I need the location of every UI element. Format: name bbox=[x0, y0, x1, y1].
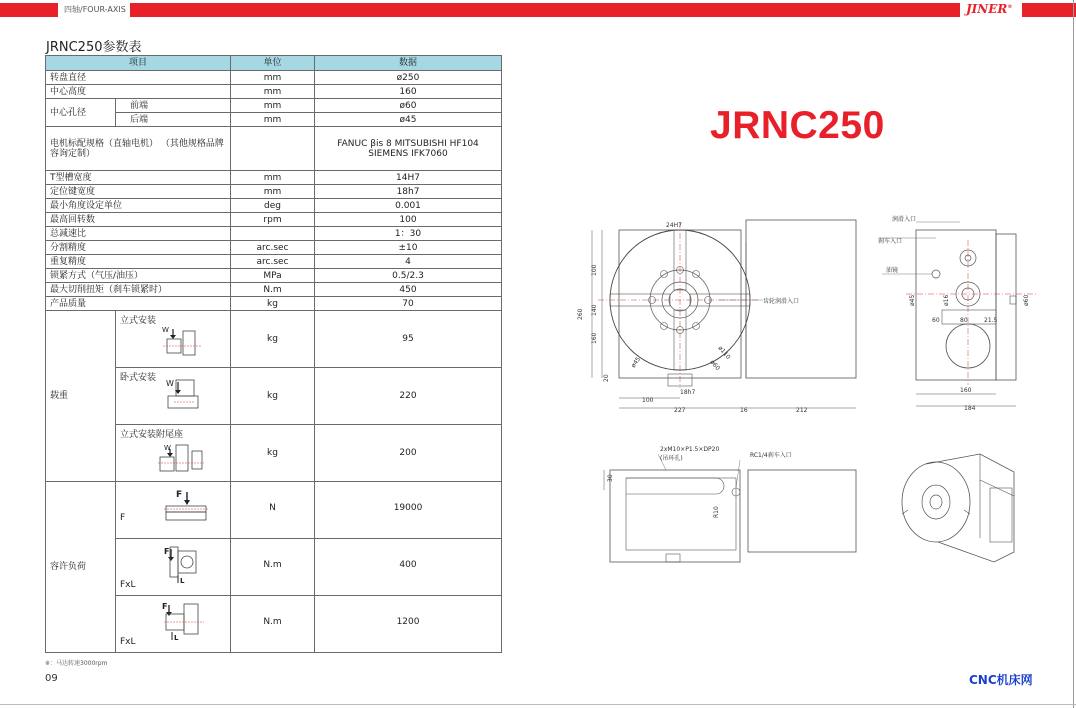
row-value: ø45 bbox=[315, 113, 502, 127]
allow-fxl2-label: FxL bbox=[120, 637, 136, 647]
lever-symbol: L bbox=[180, 577, 185, 585]
dim-label: R10 bbox=[713, 506, 720, 518]
row-value: 0.5/2.3 bbox=[315, 269, 502, 283]
table-title: JRNC250参数表 bbox=[46, 40, 142, 55]
row-value: 4 bbox=[315, 255, 502, 269]
table-header-row bbox=[46, 56, 502, 71]
page-number: 09 bbox=[45, 673, 58, 684]
row-unit: N.m bbox=[231, 539, 315, 596]
row-unit: N.m bbox=[231, 596, 315, 653]
dim-label: 21.5 bbox=[984, 317, 998, 324]
tailstock-mount-icon bbox=[156, 443, 210, 475]
side-body-outline bbox=[916, 230, 996, 380]
row-label: 最高回转数 bbox=[46, 213, 231, 227]
row-unit: kg bbox=[231, 311, 315, 368]
dim-label: 184 bbox=[964, 405, 976, 412]
top-view-drawing bbox=[600, 440, 860, 568]
dim-label: 260 bbox=[577, 308, 584, 320]
table-row bbox=[46, 297, 502, 311]
dim-label: 24H7 bbox=[666, 222, 682, 229]
row-value: 0.001 bbox=[315, 199, 502, 213]
axial-force-icon bbox=[162, 488, 212, 522]
row-unit: mm bbox=[231, 171, 315, 185]
dim-label: ø45 bbox=[629, 355, 643, 370]
table-row bbox=[46, 213, 502, 227]
row-label: 中心高度 bbox=[46, 85, 231, 99]
table-row bbox=[46, 311, 502, 368]
dim-label: 140 bbox=[591, 304, 598, 316]
footnote: ※：马达转速3000rpm bbox=[45, 660, 108, 667]
row-value: 100 bbox=[315, 213, 502, 227]
row-unit: rpm bbox=[231, 213, 315, 227]
load-horizontal-label: 卧式安装 bbox=[120, 373, 157, 383]
table-row bbox=[46, 269, 502, 283]
row-value: 450 bbox=[315, 283, 502, 297]
row-unit: N.m bbox=[231, 283, 315, 297]
row-value: ø60 bbox=[315, 99, 502, 113]
model-title: JRNC250 bbox=[710, 104, 885, 147]
callout-label: 2ⅹM10×P1.5×DP20 bbox=[660, 446, 720, 453]
row-unit: mm bbox=[231, 71, 315, 85]
top-body-outline bbox=[610, 470, 740, 562]
row-value: 1：30 bbox=[315, 227, 502, 241]
row-sublabel: 前端 bbox=[116, 99, 231, 113]
horizontal-mount-icon bbox=[164, 378, 214, 414]
allow-fxl2-cell bbox=[116, 596, 231, 653]
row-label: 最大切削扭矩（刹车锁紧时） bbox=[46, 283, 231, 297]
row-unit: kg bbox=[231, 368, 315, 425]
dim-label: 160 bbox=[960, 387, 972, 394]
dim-label: ø60 bbox=[1023, 294, 1030, 306]
col-header-unit: 单位 bbox=[231, 56, 315, 71]
row-unit: kg bbox=[231, 297, 315, 311]
load-vertical-cell bbox=[116, 311, 231, 368]
row-unit: arc.sec bbox=[231, 255, 315, 269]
dim-label: 160 bbox=[591, 332, 598, 344]
row-sublabel: 后端 bbox=[116, 113, 231, 127]
row-unit: arc.sec bbox=[231, 241, 315, 255]
row-unit: mm bbox=[231, 99, 315, 113]
page-edge-line bbox=[1073, 0, 1074, 708]
allow-f-label: F bbox=[120, 513, 126, 523]
table-row bbox=[46, 255, 502, 269]
header-red-strip-middle bbox=[130, 3, 960, 17]
table-row bbox=[46, 127, 502, 171]
load-horizontal-cell bbox=[116, 368, 231, 425]
row-value: 70 bbox=[315, 297, 502, 311]
load-vertical-label: 立式安装 bbox=[120, 316, 157, 326]
callout-label: RC1/4刹车入口 bbox=[750, 452, 792, 459]
row-value: FANUC βis 8 MITSUBISHI HF104 SIEMENS IFK7060 bbox=[315, 127, 502, 171]
force-symbol: F bbox=[176, 490, 183, 500]
dim-label: 20 bbox=[603, 374, 610, 382]
isometric-product-image bbox=[898, 450, 1028, 570]
row-label: 最小角度设定单位 bbox=[46, 199, 231, 213]
lever-symbol: L bbox=[174, 634, 179, 642]
table-row bbox=[46, 199, 502, 213]
row-value: 19000 bbox=[315, 482, 502, 539]
brand-logo-text: JINER bbox=[966, 2, 1008, 16]
dim-label: 60 bbox=[932, 317, 940, 324]
page-bottom-line bbox=[0, 704, 1076, 705]
dim-label: 18h7 bbox=[680, 389, 696, 396]
row-label: 重复精度 bbox=[46, 255, 231, 269]
load-group-label: 载重 bbox=[46, 311, 116, 482]
force-symbol: F bbox=[164, 547, 170, 556]
moment-icon-2 bbox=[160, 600, 210, 642]
row-value: 95 bbox=[315, 311, 502, 368]
trademark-mark: ® bbox=[1007, 4, 1013, 10]
row-unit: N bbox=[231, 482, 315, 539]
weight-symbol: W bbox=[166, 379, 174, 388]
callout-label: 油镜 bbox=[886, 267, 899, 274]
brand-logo bbox=[966, 2, 1012, 16]
section-label: 四轴/FOUR-AXIS bbox=[64, 5, 126, 14]
col-header-item: 项目 bbox=[46, 56, 231, 71]
top-motor-outline bbox=[748, 470, 856, 552]
row-unit: deg bbox=[231, 199, 315, 213]
table-row bbox=[46, 99, 502, 113]
callout-label: 润滑入口 bbox=[892, 216, 917, 223]
top-header-bar bbox=[0, 0, 1076, 17]
dim-label: 227 bbox=[674, 407, 686, 414]
row-label: 分割精度 bbox=[46, 241, 231, 255]
row-value: 200 bbox=[315, 425, 502, 482]
callout-label: 刹车入口 bbox=[878, 238, 903, 245]
dim-label: ø45 bbox=[909, 294, 916, 306]
header-red-strip-left bbox=[0, 3, 58, 17]
row-value: 18h7 bbox=[315, 185, 502, 199]
row-value: 14H7 bbox=[315, 171, 502, 185]
dim-label: ø60 bbox=[708, 358, 722, 372]
allow-group-label: 容许负荷 bbox=[46, 482, 116, 653]
row-unit: mm bbox=[231, 185, 315, 199]
side-view-drawing bbox=[876, 210, 1044, 415]
brand-footer: CNC机床网 bbox=[969, 673, 1033, 687]
table-row bbox=[46, 241, 502, 255]
row-unit: mm bbox=[231, 113, 315, 127]
row-value: 1200 bbox=[315, 596, 502, 653]
spec-table bbox=[45, 55, 502, 653]
row-label: 定位键宽度 bbox=[46, 185, 231, 199]
row-label: 转盘直径 bbox=[46, 71, 231, 85]
row-value: 160 bbox=[315, 85, 502, 99]
row-label: T型槽宽度 bbox=[46, 171, 231, 185]
table-row bbox=[46, 71, 502, 85]
row-label: 总减速比 bbox=[46, 227, 231, 241]
row-unit bbox=[231, 127, 315, 171]
row-label: 中心孔径 bbox=[46, 99, 116, 127]
row-value: ø250 bbox=[315, 71, 502, 85]
dim-label: 212 bbox=[796, 407, 808, 414]
dim-label: 100 bbox=[591, 264, 598, 276]
row-unit: kg bbox=[231, 425, 315, 482]
table-row bbox=[46, 185, 502, 199]
dim-label: 100 bbox=[642, 397, 654, 404]
dim-label: 16 bbox=[740, 407, 748, 414]
row-label: 电机标配规格（直轴电机） （其他规格品牌容询定制） bbox=[46, 127, 231, 171]
moment-icon-1 bbox=[162, 545, 212, 585]
callout-label: (吊环孔) bbox=[660, 455, 683, 462]
allow-fxl1-cell bbox=[116, 539, 231, 596]
table-row bbox=[46, 283, 502, 297]
dim-label: ø16 bbox=[943, 294, 950, 306]
row-unit: mm bbox=[231, 85, 315, 99]
row-label: 产品质量 bbox=[46, 297, 231, 311]
weight-symbol: W bbox=[164, 444, 171, 452]
header-red-strip-right bbox=[1022, 3, 1076, 17]
table-row bbox=[46, 171, 502, 185]
front-view-drawing bbox=[578, 212, 868, 417]
row-value: 400 bbox=[315, 539, 502, 596]
row-value: 220 bbox=[315, 368, 502, 425]
callout-label: 齿轮润滑入口 bbox=[763, 298, 800, 305]
dim-label: 80 bbox=[960, 317, 968, 324]
col-header-data: 数据 bbox=[315, 56, 502, 71]
allow-f-cell bbox=[116, 482, 231, 539]
table-row bbox=[46, 85, 502, 99]
dim-label: 30 bbox=[607, 474, 614, 482]
table-row bbox=[46, 227, 502, 241]
load-tailstock-cell bbox=[116, 425, 231, 482]
dim-label: ø110 bbox=[716, 344, 732, 361]
row-value: ±10 bbox=[315, 241, 502, 255]
row-unit: MPa bbox=[231, 269, 315, 283]
vertical-mount-icon bbox=[161, 325, 211, 357]
row-unit bbox=[231, 227, 315, 241]
weight-symbol: W bbox=[162, 326, 169, 334]
load-tailstock-label: 立式安装附尾座 bbox=[120, 430, 184, 440]
table-row bbox=[46, 482, 502, 539]
allow-fxl1-label: FxL bbox=[120, 580, 136, 590]
row-label: 锁紧方式（气压/油压） bbox=[46, 269, 231, 283]
force-symbol: F bbox=[162, 602, 168, 611]
